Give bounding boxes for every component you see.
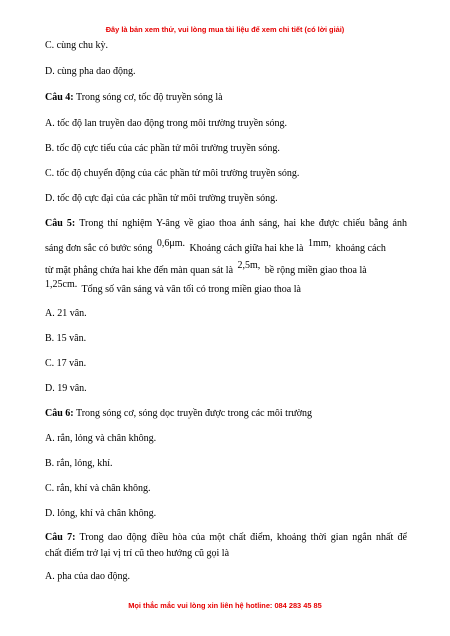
option-line: B. tốc độ cực tiểu của các phần tử môi trường truyền sóng. xyxy=(45,143,280,154)
text-span: khoảng cách xyxy=(335,243,386,254)
option-line: B. rắn, lỏng, khí. xyxy=(45,458,113,469)
question-label: Câu 5: xyxy=(45,218,76,229)
question-label: Câu 7: xyxy=(45,532,76,543)
preview-banner: Đây là bản xem thử, vui lòng mua tài liệu để xem chi tiết (có lời giải) xyxy=(105,25,345,34)
text-span: bề rộng miền giao thoa là xyxy=(264,265,367,276)
question-label: Câu 6: xyxy=(45,408,74,419)
hotline-banner: Mọi thắc mắc vui lòng xin liên hệ hotline: 084 283 45 85 xyxy=(128,601,322,610)
option-line: D. cùng pha dao động. xyxy=(45,66,136,77)
text-span: Khoảng cách giữa hai khe là xyxy=(189,243,304,254)
question-text: Trong thí nghiệm Y-âng về giao thoa ánh sáng, hai khe được chiếu bằng ánh xyxy=(79,218,407,229)
option-line: A. rắn, lỏng và chân không. xyxy=(45,433,157,444)
option-line: A. 21 vân. xyxy=(45,308,87,319)
question-label: Câu 4: xyxy=(45,92,74,103)
question-text-line xyxy=(45,238,386,255)
math-value: 1mm, xyxy=(308,238,332,249)
text-span: từ mặt phẳng chứa hai khe đến màn quan sát là xyxy=(45,265,234,276)
option-line: C. tốc độ chuyển động của các phần tử môi trường truyền sóng. xyxy=(45,168,300,179)
question-text-line: chất điểm trở lại vị trí cũ theo hướng cũ gọi là xyxy=(45,548,230,559)
option-line: B. 15 vân. xyxy=(45,333,87,344)
math-value: 2,5m, xyxy=(237,260,261,271)
option-line: A. pha của dao động. xyxy=(45,571,130,582)
question-6 xyxy=(45,408,312,420)
option-line: A. tốc độ lan truyền dao động trong môi trường truyền sóng. xyxy=(45,118,288,129)
question-5 xyxy=(45,218,407,230)
option-line: D. lỏng, khí và chân không. xyxy=(45,508,157,519)
option-line: D. tốc độ cực đại của các phần tử môi trường truyền sóng. xyxy=(45,193,278,204)
question-4 xyxy=(45,92,223,104)
question-text-line xyxy=(45,279,301,296)
option-line: C. cùng chu kỳ. xyxy=(45,40,109,51)
math-value: 1,25cm. xyxy=(45,279,78,290)
question-text: Trong dao động điều hòa của một chất điểm, khoảng thời gian ngắn nhất để xyxy=(79,532,407,543)
text-span: sáng đơn sắc có bước sóng xyxy=(45,243,153,254)
question-7 xyxy=(45,532,407,544)
text-span: Tổng số vân sáng và vân tối có trong miền giao thoa là xyxy=(81,284,301,295)
option-line: D. 19 vân. xyxy=(45,383,87,394)
question-text: Trong sóng cơ, sóng dọc truyền được trong các môi trường xyxy=(75,408,312,419)
option-line: C. 17 vân. xyxy=(45,358,87,369)
question-text-line xyxy=(45,260,367,277)
option-line: C. rắn, khí và chân không. xyxy=(45,483,151,494)
math-value: 0,6μm. xyxy=(156,238,186,249)
question-text: Trong sóng cơ, tốc độ truyền sóng là xyxy=(75,92,223,103)
